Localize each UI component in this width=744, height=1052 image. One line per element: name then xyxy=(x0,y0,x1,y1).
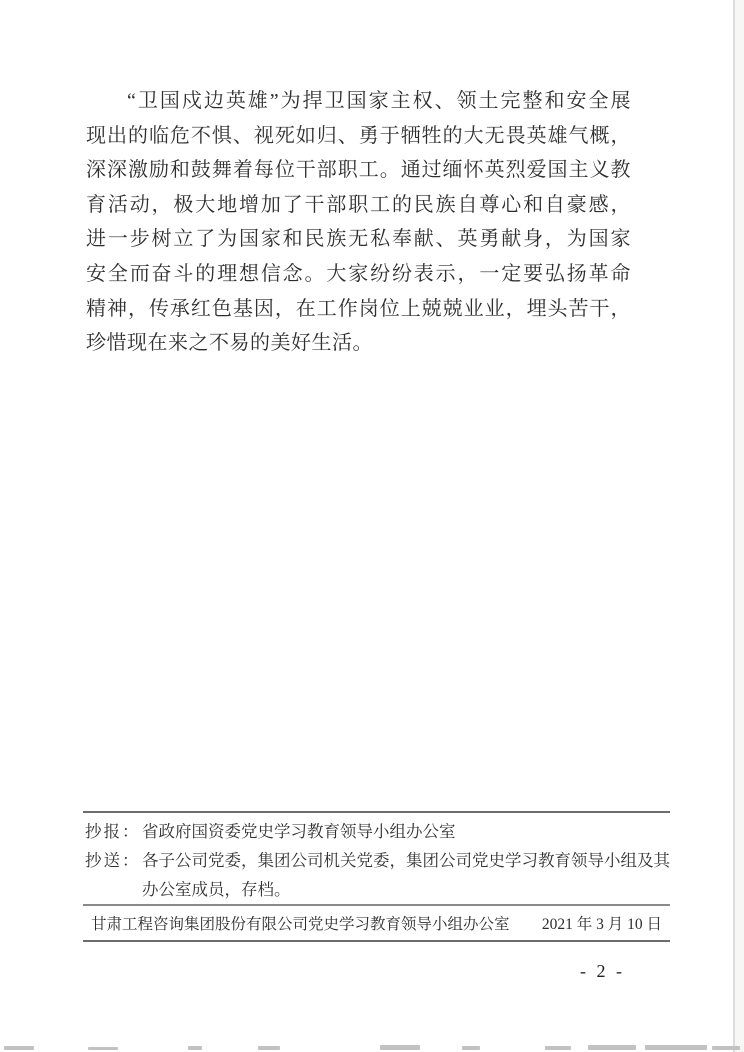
scan-artifact xyxy=(645,1045,707,1050)
body-line: 育活动，极大地增加了干部职工的民族自尊心和自豪感， xyxy=(86,193,631,216)
colophon-bottom-rule xyxy=(83,940,670,942)
scan-artifact xyxy=(712,1046,740,1050)
copy-send-line: 各子公司党委，集团公司机关党委，集团公司党史学习教育领导小组及其 xyxy=(142,851,670,870)
body-line: 精神，传承红色基因，在工作岗位上兢兢业业，埋头苦干， xyxy=(86,297,631,320)
body-line: “卫国戍边英雄”为捍卫国家主权、领土完整和安全展 xyxy=(127,90,631,112)
colophon-middle-rule xyxy=(83,904,670,906)
copy-report-content: 省政府国资委党史学习教育领导小组办公室 xyxy=(142,822,456,841)
scan-artifact xyxy=(380,1045,420,1050)
scan-artifact xyxy=(462,1046,480,1050)
body-paragraph xyxy=(86,84,631,361)
issuer-org: 甘肃工程咨询集团股份有限公司党史学习教育领导小组办公室 xyxy=(91,916,510,933)
issue-date: 2021 年 3 月 10 日 xyxy=(541,916,662,933)
scan-artifact xyxy=(188,1046,202,1050)
copy-send-label: 抄送： xyxy=(85,851,141,870)
body-line: 珍惜现在来之不易的美好生活。 xyxy=(86,332,373,355)
body-line: 现出的临危不惧、视死如归、勇于牺牲的大无畏英雄气概， xyxy=(86,124,631,147)
colophon-top-rule xyxy=(83,811,670,813)
scan-artifact xyxy=(588,1045,636,1050)
scan-edge-line xyxy=(733,0,735,1052)
copy-send-line: 办公室成员，存档。 xyxy=(142,879,291,899)
body-line: 安全而奋斗的理想信念。大家纷纷表示，一定要弘扬革命 xyxy=(86,262,631,285)
body-line: 深深激励和鼓舞着每位干部职工。通过缅怀英烈爱国主义教 xyxy=(86,159,631,182)
copy-report-label: 抄报： xyxy=(85,822,141,841)
scan-edge-strip xyxy=(735,0,744,1052)
scan-artifact xyxy=(88,1047,118,1050)
page-number: - 2 - xyxy=(580,961,625,981)
scan-artifact xyxy=(4,1046,34,1050)
scan-artifact xyxy=(258,1046,280,1050)
body-line: 进一步树立了为国家和民族无私奉献、英勇献身，为国家 xyxy=(86,228,631,251)
issuer-row xyxy=(83,912,670,938)
copy-send-content xyxy=(142,847,671,905)
copy-report-row xyxy=(85,818,671,847)
copy-send-row xyxy=(85,847,671,905)
scan-artifact xyxy=(545,1046,571,1050)
